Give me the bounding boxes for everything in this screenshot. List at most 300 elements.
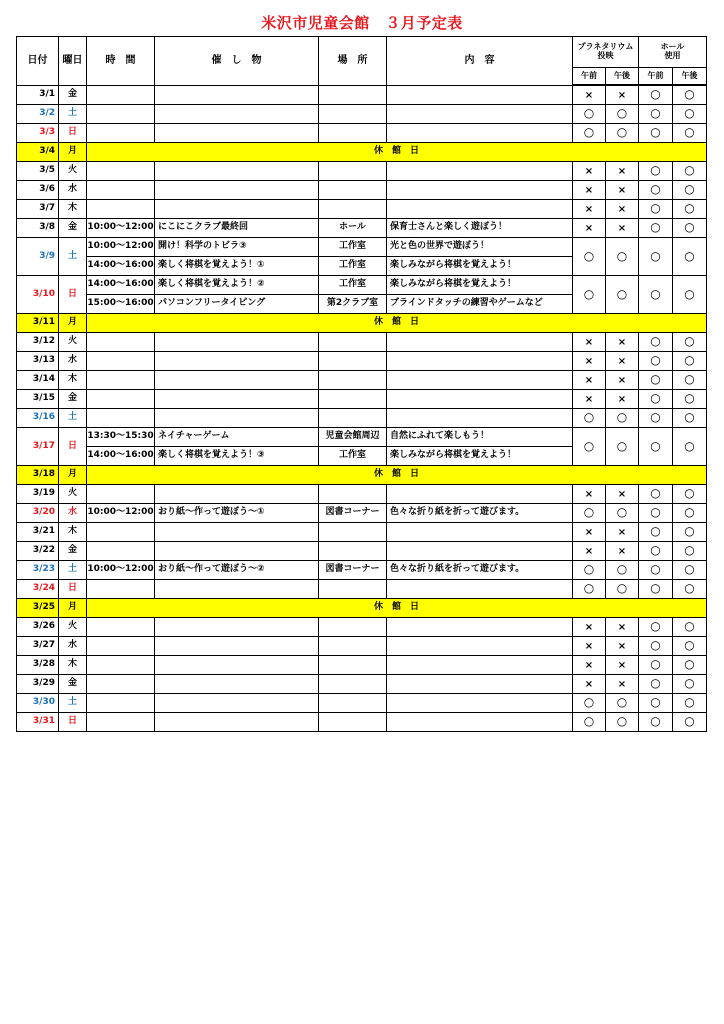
date-cell: 3/30 — [17, 694, 59, 713]
day-row — [17, 523, 707, 542]
dow-cell: 土 — [59, 694, 87, 713]
hall-pm-mark: ○ — [673, 637, 707, 656]
content-cell — [387, 675, 573, 694]
content-cell — [387, 580, 573, 599]
hall-am-mark: ○ — [639, 333, 673, 352]
day-row — [17, 428, 707, 447]
date-cell: 3/31 — [17, 713, 59, 732]
day-row — [17, 371, 707, 390]
hall-am-mark: ○ — [639, 409, 673, 428]
date-cell: 3/27 — [17, 637, 59, 656]
planetarium-pm-mark: ○ — [606, 238, 639, 276]
hall-am-mark: ○ — [639, 162, 673, 181]
planetarium-am-mark: × — [573, 618, 606, 637]
dow-cell: 水 — [59, 352, 87, 371]
content-cell — [387, 85, 573, 105]
planetarium-pm-mark: × — [606, 162, 639, 181]
hall-pm-mark: ○ — [673, 371, 707, 390]
place-cell — [319, 371, 387, 390]
time-cell — [87, 409, 155, 428]
time-cell: 14:00～16:00 — [87, 276, 155, 295]
dow-cell: 水 — [59, 181, 87, 200]
date-cell: 3/21 — [17, 523, 59, 542]
hall-am-mark: ○ — [639, 618, 673, 637]
place-cell: 第2クラブ室 — [319, 295, 387, 314]
planetarium-pm-mark: × — [606, 390, 639, 409]
event-cell — [155, 162, 319, 181]
content-cell: 楽しみながら将棋を覚えよう！ — [387, 276, 573, 295]
date-cell: 3/9 — [17, 238, 59, 276]
time-cell — [87, 352, 155, 371]
place-cell — [319, 637, 387, 656]
planetarium-pm-mark: ○ — [606, 561, 639, 580]
planetarium-pm-mark: × — [606, 85, 639, 105]
hall-header: ホール 使用 — [639, 37, 707, 68]
place-cell — [319, 694, 387, 713]
content-cell: 楽しみながら将棋を覚えよう！ — [387, 257, 573, 276]
time-cell: 15:00～16:00 — [87, 295, 155, 314]
planetarium-am-mark: × — [573, 675, 606, 694]
place-cell — [319, 352, 387, 371]
planetarium-pm-mark: × — [606, 219, 639, 238]
day-row — [17, 504, 707, 523]
time-cell: 10:00～12:00 — [87, 219, 155, 238]
place-cell: 図書コーナー — [319, 504, 387, 523]
hall-pm-mark: ○ — [673, 523, 707, 542]
planetarium-am-mark: × — [573, 523, 606, 542]
content-cell: ブラインドタッチの練習やゲームなど — [387, 295, 573, 314]
hall-am-mark: ○ — [639, 561, 673, 580]
planetarium-pm-mark: ○ — [606, 105, 639, 124]
time-cell — [87, 580, 155, 599]
planetarium-pm-mark: × — [606, 618, 639, 637]
event-cell: 楽しく将棋を覚えよう！③ — [155, 447, 319, 466]
time-cell: 10:00～12:00 — [87, 561, 155, 580]
closed-label: 休 館 日 — [87, 466, 707, 485]
place-cell — [319, 162, 387, 181]
day-row — [17, 124, 707, 143]
hall-am-mark: ○ — [639, 181, 673, 200]
day-row — [17, 580, 707, 599]
hall-pm-mark: ○ — [673, 409, 707, 428]
hall-am-mark: ○ — [639, 105, 673, 124]
dow-cell: 日 — [59, 713, 87, 732]
hall-pm-mark: ○ — [673, 618, 707, 637]
planetarium-am-mark: ○ — [573, 409, 606, 428]
time-cell — [87, 124, 155, 143]
dow-cell: 火 — [59, 333, 87, 352]
content-cell — [387, 713, 573, 732]
place-cell — [319, 656, 387, 675]
place-cell — [319, 200, 387, 219]
place-cell: 図書コーナー — [319, 561, 387, 580]
planetarium-pm-mark: ○ — [606, 580, 639, 599]
day-row — [17, 85, 707, 105]
hall-am-mark: ○ — [639, 504, 673, 523]
hall-am-mark: ○ — [639, 485, 673, 504]
place-cell — [319, 105, 387, 124]
dow-cell: 火 — [59, 618, 87, 637]
hall-pm-mark: ○ — [673, 504, 707, 523]
hall-am-mark: ○ — [639, 713, 673, 732]
date-cell: 3/15 — [17, 390, 59, 409]
place-cell: 児童会館周辺 — [319, 428, 387, 447]
date-cell: 3/5 — [17, 162, 59, 181]
time-cell — [87, 542, 155, 561]
hall-am-mark: ○ — [639, 352, 673, 371]
planetarium-pm-mark: × — [606, 371, 639, 390]
hall-pm-mark: ○ — [673, 219, 707, 238]
place-header: 場 所 — [319, 37, 387, 86]
planetarium-am-mark: ○ — [573, 694, 606, 713]
hall-pm-mark: ○ — [673, 200, 707, 219]
dow-cell: 日 — [59, 124, 87, 143]
planetarium-am-mark: × — [573, 542, 606, 561]
planetarium-pm-mark: ○ — [606, 428, 639, 466]
day-row — [17, 238, 707, 257]
time-cell: 14:00～16:00 — [87, 257, 155, 276]
event-cell — [155, 105, 319, 124]
day-row — [17, 561, 707, 580]
place-cell — [319, 181, 387, 200]
hall-am-mark: ○ — [639, 694, 673, 713]
day-row — [17, 333, 707, 352]
day-row — [17, 105, 707, 124]
planetarium-pm-header: 午後 — [606, 68, 639, 86]
event-cell — [155, 637, 319, 656]
place-cell — [319, 85, 387, 105]
day-row — [17, 618, 707, 637]
place-cell: ホール — [319, 219, 387, 238]
day-row — [17, 656, 707, 675]
schedule-body — [17, 85, 707, 732]
hall-pm-mark: ○ — [673, 333, 707, 352]
place-cell — [319, 124, 387, 143]
date-cell: 3/3 — [17, 124, 59, 143]
planetarium-am-mark: × — [573, 219, 606, 238]
dow-cell: 土 — [59, 561, 87, 580]
dow-cell: 金 — [59, 219, 87, 238]
planetarium-am-mark: × — [573, 333, 606, 352]
content-cell — [387, 485, 573, 504]
dow-cell: 金 — [59, 542, 87, 561]
event-cell: 楽しく将棋を覚えよう！② — [155, 276, 319, 295]
event-cell — [155, 542, 319, 561]
content-cell — [387, 105, 573, 124]
planetarium-pm-mark: ○ — [606, 409, 639, 428]
hall-am-mark: ○ — [639, 371, 673, 390]
dow-cell: 火 — [59, 162, 87, 181]
planetarium-am-mark: ○ — [573, 580, 606, 599]
planetarium-pm-mark: × — [606, 352, 639, 371]
planetarium-am-mark: ○ — [573, 105, 606, 124]
hall-am-mark: ○ — [639, 580, 673, 599]
hall-am-mark: ○ — [639, 219, 673, 238]
planetarium-pm-mark: × — [606, 656, 639, 675]
place-cell — [319, 409, 387, 428]
hall-pm-mark: ○ — [673, 105, 707, 124]
time-cell — [87, 485, 155, 504]
dow-cell: 木 — [59, 656, 87, 675]
date-cell: 3/8 — [17, 219, 59, 238]
day-row — [17, 390, 707, 409]
date-cell: 3/19 — [17, 485, 59, 504]
content-cell: 色々な折り紙を折って遊びます。 — [387, 504, 573, 523]
date-cell: 3/28 — [17, 656, 59, 675]
planetarium-am-mark: ○ — [573, 124, 606, 143]
date-cell: 3/16 — [17, 409, 59, 428]
hall-pm-mark: ○ — [673, 181, 707, 200]
planetarium-am-mark: ○ — [573, 504, 606, 523]
content-cell: 保育士さんと楽しく遊ぼう！ — [387, 219, 573, 238]
content-cell — [387, 618, 573, 637]
dow-cell: 金 — [59, 390, 87, 409]
planetarium-pm-mark: ○ — [606, 124, 639, 143]
event-cell — [155, 352, 319, 371]
hall-am-mark: ○ — [639, 656, 673, 675]
hall-am-mark: ○ — [639, 637, 673, 656]
planetarium-am-mark: × — [573, 200, 606, 219]
content-cell: 色々な折り紙を折って遊びます。 — [387, 561, 573, 580]
dow-cell: 月 — [59, 314, 87, 333]
place-cell — [319, 333, 387, 352]
hall-am-mark: ○ — [639, 523, 673, 542]
event-cell: ネイチャーゲーム — [155, 428, 319, 447]
planetarium-am-mark: × — [573, 637, 606, 656]
planetarium-am-mark: × — [573, 162, 606, 181]
date-cell: 3/2 — [17, 105, 59, 124]
day-row — [17, 485, 707, 504]
place-cell — [319, 675, 387, 694]
dow-cell: 日 — [59, 580, 87, 599]
planetarium-pm-mark: × — [606, 675, 639, 694]
content-cell: 楽しみながら将棋を覚えよう！ — [387, 447, 573, 466]
content-cell — [387, 542, 573, 561]
content-cell — [387, 352, 573, 371]
date-cell: 3/14 — [17, 371, 59, 390]
hall-pm-mark: ○ — [673, 428, 707, 466]
hall-pm-mark: ○ — [673, 694, 707, 713]
hall-pm-mark: ○ — [673, 124, 707, 143]
hall-am-mark: ○ — [639, 428, 673, 466]
event-cell: パソコンフリータイピング — [155, 295, 319, 314]
date-cell: 3/6 — [17, 181, 59, 200]
dow-cell: 木 — [59, 200, 87, 219]
hall-am-mark: ○ — [639, 390, 673, 409]
day-row — [17, 409, 707, 428]
dow-cell: 土 — [59, 238, 87, 276]
planetarium-am-mark: ○ — [573, 428, 606, 466]
planetarium-pm-mark: × — [606, 181, 639, 200]
dow-cell: 木 — [59, 523, 87, 542]
hall-am-mark: ○ — [639, 124, 673, 143]
time-cell — [87, 200, 155, 219]
dow-cell: 金 — [59, 675, 87, 694]
hall-am-header: 午前 — [639, 68, 673, 86]
place-cell — [319, 390, 387, 409]
time-cell — [87, 713, 155, 732]
planetarium-am-mark: ○ — [573, 713, 606, 732]
time-cell — [87, 694, 155, 713]
content-cell — [387, 162, 573, 181]
time-cell — [87, 523, 155, 542]
content-cell — [387, 523, 573, 542]
planetarium-am-mark: × — [573, 485, 606, 504]
planetarium-am-mark: × — [573, 352, 606, 371]
hall-pm-mark: ○ — [673, 713, 707, 732]
hall-pm-mark: ○ — [673, 656, 707, 675]
planetarium-am-mark: ○ — [573, 238, 606, 276]
dow-cell: 土 — [59, 105, 87, 124]
place-cell: 工作室 — [319, 257, 387, 276]
planetarium-pm-mark: × — [606, 637, 639, 656]
date-cell: 3/11 — [17, 314, 59, 333]
time-cell — [87, 85, 155, 105]
event-cell: おり紙～作って遊ぼう～② — [155, 561, 319, 580]
closed-day-row — [17, 143, 707, 162]
time-cell — [87, 371, 155, 390]
place-cell — [319, 618, 387, 637]
date-cell: 3/26 — [17, 618, 59, 637]
dow-cell: 金 — [59, 85, 87, 105]
event-cell: にこにこクラブ最終回 — [155, 219, 319, 238]
date-cell: 3/25 — [17, 599, 59, 618]
day-row — [17, 713, 707, 732]
dow-cell: 月 — [59, 143, 87, 162]
planetarium-am-header: 午前 — [573, 68, 606, 86]
page-title: 米沢市児童会館 ３月予定表 — [261, 14, 463, 32]
content-cell — [387, 371, 573, 390]
planetarium-pm-mark: ○ — [606, 713, 639, 732]
time-cell — [87, 618, 155, 637]
content-cell — [387, 124, 573, 143]
event-cell — [155, 675, 319, 694]
hall-pm-mark: ○ — [673, 561, 707, 580]
place-cell — [319, 580, 387, 599]
dow-header: 曜日 — [59, 37, 87, 86]
event-cell: 楽しく将棋を覚えよう！① — [155, 257, 319, 276]
event-cell — [155, 124, 319, 143]
planetarium-am-mark: × — [573, 371, 606, 390]
time-cell — [87, 162, 155, 181]
planetarium-am-mark: ○ — [573, 276, 606, 314]
hall-am-mark: ○ — [639, 276, 673, 314]
closed-label: 休 館 日 — [87, 314, 707, 333]
closed-day-row — [17, 599, 707, 618]
dow-cell: 木 — [59, 371, 87, 390]
date-cell: 3/12 — [17, 333, 59, 352]
planetarium-pm-mark: ○ — [606, 694, 639, 713]
date-cell: 3/23 — [17, 561, 59, 580]
planetarium-am-mark: × — [573, 656, 606, 675]
event-cell — [155, 713, 319, 732]
dow-cell: 月 — [59, 466, 87, 485]
place-cell: 工作室 — [319, 276, 387, 295]
hall-am-mark: ○ — [639, 85, 673, 105]
day-row — [17, 219, 707, 238]
time-cell: 13:30～15:30 — [87, 428, 155, 447]
event-cell — [155, 409, 319, 428]
day-row — [17, 352, 707, 371]
planetarium-pm-mark: × — [606, 333, 639, 352]
day-row — [17, 162, 707, 181]
hall-pm-mark: ○ — [673, 675, 707, 694]
event-cell — [155, 200, 319, 219]
day-row — [17, 542, 707, 561]
day-row — [17, 181, 707, 200]
event-cell: 開け！科学のトビラ③ — [155, 238, 319, 257]
place-cell: 工作室 — [319, 447, 387, 466]
day-row — [17, 200, 707, 219]
event-cell — [155, 181, 319, 200]
time-cell — [87, 637, 155, 656]
dow-cell: 日 — [59, 428, 87, 466]
content-cell — [387, 694, 573, 713]
hall-pm-mark: ○ — [673, 238, 707, 276]
schedule-table — [16, 36, 707, 732]
date-cell: 3/22 — [17, 542, 59, 561]
planetarium-pm-mark: × — [606, 200, 639, 219]
event-cell — [155, 390, 319, 409]
hall-pm-mark: ○ — [673, 276, 707, 314]
planetarium-am-mark: × — [573, 390, 606, 409]
closed-day-row — [17, 466, 707, 485]
planetarium-header: プラネタリウム 投映 — [573, 37, 639, 68]
event-cell — [155, 371, 319, 390]
event-cell — [155, 580, 319, 599]
time-cell — [87, 181, 155, 200]
dow-cell: 火 — [59, 485, 87, 504]
hall-pm-mark: ○ — [673, 580, 707, 599]
dow-cell: 月 — [59, 599, 87, 618]
content-cell — [387, 181, 573, 200]
content-cell — [387, 200, 573, 219]
day-row — [17, 694, 707, 713]
planetarium-pm-mark: × — [606, 485, 639, 504]
time-cell — [87, 333, 155, 352]
time-header: 時 間 — [87, 37, 155, 86]
hall-pm-header: 午後 — [673, 68, 707, 86]
date-cell: 3/1 — [17, 85, 59, 105]
planetarium-am-mark: × — [573, 181, 606, 200]
content-cell — [387, 333, 573, 352]
event-cell — [155, 485, 319, 504]
date-cell: 3/29 — [17, 675, 59, 694]
dow-cell: 水 — [59, 637, 87, 656]
hall-am-mark: ○ — [639, 200, 673, 219]
planetarium-pm-mark: × — [606, 523, 639, 542]
event-cell — [155, 85, 319, 105]
event-cell: おり紙～作って遊ぼう～① — [155, 504, 319, 523]
dow-cell: 土 — [59, 409, 87, 428]
hall-am-mark: ○ — [639, 675, 673, 694]
date-cell: 3/13 — [17, 352, 59, 371]
planetarium-pm-mark: ○ — [606, 504, 639, 523]
closed-label: 休 館 日 — [87, 143, 707, 162]
content-header: 内 容 — [387, 37, 573, 86]
hall-am-mark: ○ — [639, 542, 673, 561]
hall-pm-mark: ○ — [673, 542, 707, 561]
date-cell: 3/4 — [17, 143, 59, 162]
date-cell: 3/20 — [17, 504, 59, 523]
date-cell: 3/17 — [17, 428, 59, 466]
place-cell — [319, 485, 387, 504]
planetarium-pm-mark: × — [606, 542, 639, 561]
time-cell — [87, 390, 155, 409]
day-row — [17, 675, 707, 694]
event-cell — [155, 523, 319, 542]
dow-cell: 日 — [59, 276, 87, 314]
